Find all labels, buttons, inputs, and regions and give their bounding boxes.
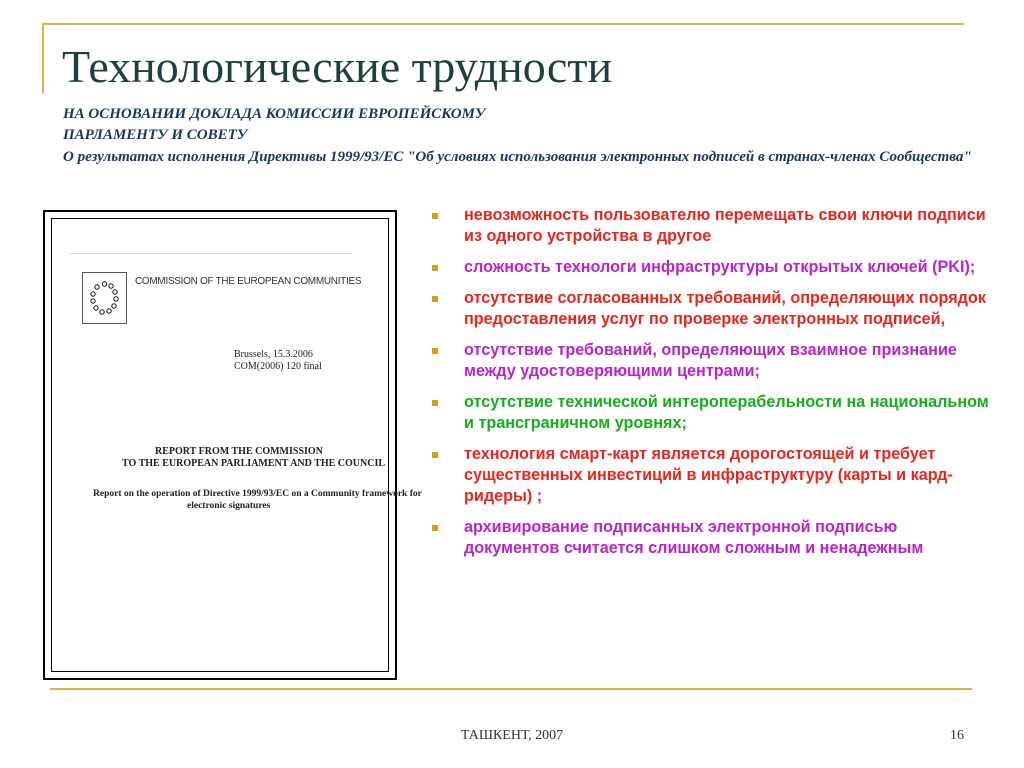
subtitle-line-1: НА ОСНОВАНИИ ДОКЛАДА КОМИССИИ ЕВРОПЕЙСКОМУ (63, 106, 486, 122)
list-item (432, 205, 992, 247)
list-item (432, 257, 992, 278)
list-item-text: сложность технологи инфраструктуры открытых ключей (PKI); (464, 258, 976, 276)
slide-title: Технологические трудности (62, 41, 613, 92)
slide-subtitle (63, 104, 983, 168)
list-item-text: технология смарт-карт является дорогостоящей и требует существенных инвестиций в инфраструктуру (карты и кард-ридеры) ; (464, 445, 953, 505)
list-item (432, 517, 992, 559)
footer-location: ТАШКЕНТ, 2007 (460, 728, 564, 743)
document-date: Brussels, 15.3.2006 (234, 349, 313, 360)
top-accent-line (42, 23, 964, 25)
list-item (432, 288, 992, 330)
document-operation-line-2: electronic signatures (187, 501, 271, 511)
document-report-title-1: REPORT FROM THE COMMISSION (155, 446, 323, 457)
list-item (432, 392, 992, 434)
left-accent-line (42, 23, 44, 93)
subtitle-line-3: О результатах исполнения Директивы 1999/93/ЕС "Об условиях использования электронных подписей в странах-членах Сообщества" (63, 149, 972, 165)
document-operation-line-1: Report on the operation of Directive 1999/93/EC on a Community framework for (93, 489, 422, 499)
page-number: 16 (950, 728, 964, 743)
list-item-text: архивирование подписанных электронной подписью документов считается слишком сложным и ненадежным (464, 518, 924, 557)
bullet-square-icon (432, 213, 438, 219)
document-report-title-2: TO THE EUROPEAN PARLIAMENT AND THE COUNCIL (122, 458, 386, 469)
list-item-text: отсутствие технической интероперабельности на национальном и трансграничном уровнях; (464, 393, 989, 432)
bullet-square-icon (432, 525, 438, 531)
bullet-square-icon (432, 452, 438, 458)
document-header-rule (70, 253, 352, 254)
subtitle-line-2: ПАРЛАМЕНТУ И СОВЕТУ (63, 127, 248, 143)
bullet-square-icon (432, 296, 438, 302)
list-item-text: невозможность пользователю перемещать свои ключи подписи из одного устройства в другое (464, 206, 986, 245)
list-item (432, 340, 992, 382)
bottom-accent-line (50, 688, 972, 690)
bullet-square-icon (432, 348, 438, 354)
list-item (432, 444, 992, 507)
bullet-square-icon (432, 400, 438, 406)
eu-emblem-icon (82, 272, 127, 324)
document-commission-heading: COMMISSION OF THE EUROPEAN COMMUNITIES (135, 276, 362, 287)
document-reference: COM(2006) 120 final (234, 361, 322, 372)
list-item-text: отсутствие требований, определяющих взаимное признание между удостоверяющими центрами; (464, 341, 957, 380)
list-item-text: отсутствие согласованных требований, определяющих порядок предоставления услуг по проверке электронных подписей, (464, 289, 986, 328)
bullet-square-icon (432, 265, 438, 271)
difficulties-list (432, 205, 992, 569)
